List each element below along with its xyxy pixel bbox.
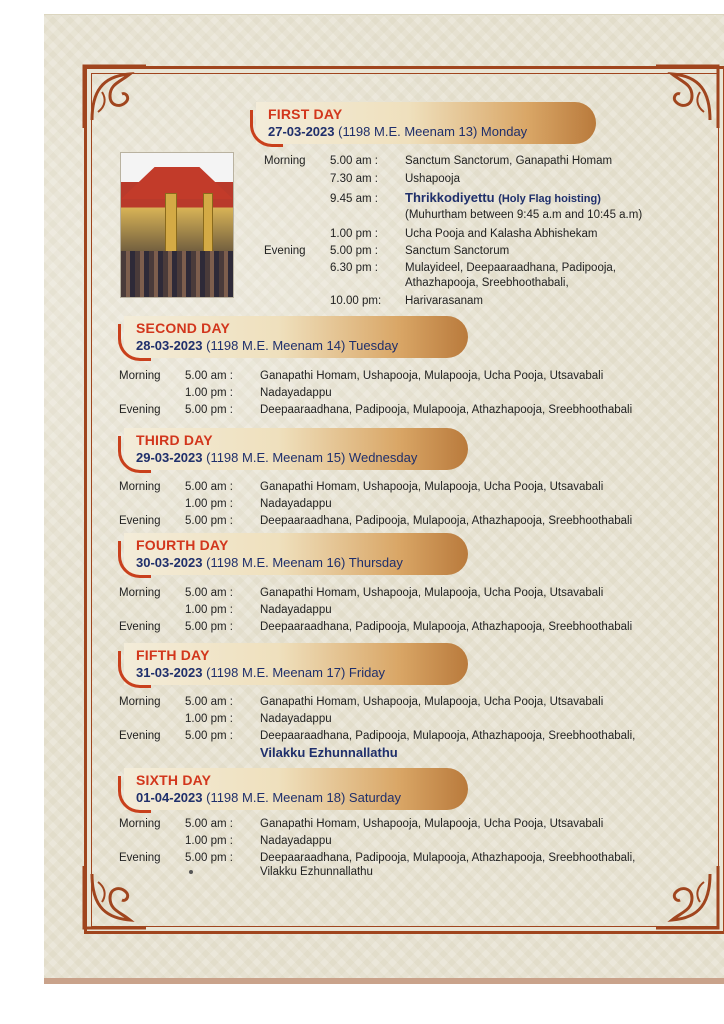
day-6-date: 01-04-2023 (1198 M.E. Meenam 18) Saturday <box>136 790 401 805</box>
day-3-period-morning: Morning <box>119 481 161 493</box>
day-2-desc: Ganapathi Homam, Ushapooja, Mulapooja, Ucha Pooja, Utsavabali <box>260 370 604 382</box>
day-6-desc: Nadayadappu <box>260 835 332 847</box>
day-1-desc: Sanctum Sanctorum, Ganapathi Homam <box>405 155 613 167</box>
paper-bottom-edge <box>44 978 724 984</box>
day-5-time: 5.00 am : <box>185 696 233 708</box>
day-3-desc: Ganapathi Homam, Ushapooja, Mulapooja, Ucha Pooja, Utsavabali <box>260 481 604 493</box>
day-2-desc: Deepaaraadhana, Padipooja, Mulapooja, Athazhapooja, Sreebhoothabali <box>260 404 633 416</box>
day-1-period-morning: Morning <box>264 155 306 167</box>
day-5-desc: Ganapathi Homam, Ushapooja, Mulapooja, Ucha Pooja, Utsavabali <box>260 696 604 708</box>
day-1-desc: Ucha Pooja and Kalasha Abhishekam <box>405 228 598 240</box>
day-1-title: FIRST DAY <box>268 106 343 122</box>
day-6-period-morning: Morning <box>119 818 161 830</box>
corner-ornament-bottom-left <box>80 862 150 932</box>
day-5-time: 1.00 pm : <box>185 713 233 725</box>
day-6-desc: Ganapathi Homam, Ushapooja, Mulapooja, Ucha Pooja, Utsavabali <box>260 818 604 830</box>
day-1-desc: Mulayideel, Deepaaraadhana, Padipooja, <box>405 262 616 274</box>
day-6-title: SIXTH DAY <box>136 772 212 788</box>
day-5-period-morning: Morning <box>119 696 161 708</box>
day-4-period-morning: Morning <box>119 587 161 599</box>
day-1-desc: Athazhapooja, Sreebhoothabali, <box>405 277 569 289</box>
day-1-time: 6.30 pm : <box>330 262 378 274</box>
day-2-time: 1.00 pm : <box>185 387 233 399</box>
day-1-time: 5.00 pm : <box>330 245 378 257</box>
day-4-period-evening: Evening <box>119 621 161 633</box>
day-1-desc: (Muhurtham between 9:45 a.m and 10:45 a.m) <box>405 209 643 221</box>
day-4-time: 1.00 pm : <box>185 604 233 616</box>
corner-ornament-bottom-right <box>652 862 722 932</box>
day-3-title: THIRD DAY <box>136 432 213 448</box>
day-5-desc: Nadayadappu <box>260 713 332 725</box>
day-6-time: 1.00 pm : <box>185 835 233 847</box>
day-3-date: 29-03-2023 (1198 M.E. Meenam 15) Wednesday <box>136 450 418 465</box>
day-1-flag-hoisting: Thrikkodiyettu (Holy Flag hoisting) <box>405 190 601 205</box>
day-4-desc: Deepaaraadhana, Padipooja, Mulapooja, Athazhapooja, Sreebhoothabali <box>260 621 633 633</box>
day-1-time: 1.00 pm : <box>330 228 378 240</box>
devotees-crowd <box>121 251 233 297</box>
day-2-date: 28-03-2023 (1198 M.E. Meenam 14) Tuesday <box>136 338 399 353</box>
day-1-desc: Sanctum Sanctorum <box>405 245 510 257</box>
day-1-time: 5.00 am : <box>330 155 378 167</box>
day-1-desc: Ushapooja <box>405 173 460 185</box>
day-4-date: 30-03-2023 (1198 M.E. Meenam 16) Thursday <box>136 555 403 570</box>
day-6-time: 5.00 pm : <box>185 852 233 864</box>
day-4-title: FOURTH DAY <box>136 537 229 553</box>
day-3-time: 5.00 am : <box>185 481 233 493</box>
day-5-title: FIFTH DAY <box>136 647 210 663</box>
day-1-time: 10.00 pm: <box>330 295 382 307</box>
day-6-time: 5.00 am : <box>185 818 233 830</box>
temple-photo <box>120 152 234 298</box>
day-4-time: 5.00 am : <box>185 587 233 599</box>
day-5-time: 5.00 pm : <box>185 730 233 742</box>
day-6-desc: Deepaaraadhana, Padipooja, Mulapooja, Athazhapooja, Sreebhoothabali, <box>260 852 636 864</box>
day-2-desc: Nadayadappu <box>260 387 332 399</box>
day-1-desc: Harivarasanam <box>405 295 483 307</box>
day-6-desc: Vilakku Ezhunnallathu <box>260 866 373 878</box>
day-5-desc: Deepaaraadhana, Padipooja, Mulapooja, Athazhapooja, Sreebhoothabali, <box>260 730 636 742</box>
day-4-time: 5.00 pm : <box>185 621 233 633</box>
day-2-period-morning: Morning <box>119 370 161 382</box>
day-2-period-evening: Evening <box>119 404 161 416</box>
day-3-desc: Nadayadappu <box>260 498 332 510</box>
day-3-desc: Deepaaraadhana, Padipooja, Mulapooja, Athazhapooja, Sreebhoothabali <box>260 515 633 527</box>
day-5-date: 31-03-2023 (1198 M.E. Meenam 17) Friday <box>136 665 386 680</box>
day-4-desc: Nadayadappu <box>260 604 332 616</box>
day-3-period-evening: Evening <box>119 515 161 527</box>
day-3-time: 5.00 pm : <box>185 515 233 527</box>
corner-ornament-top-left <box>80 62 150 132</box>
day-2-title: SECOND DAY <box>136 320 231 336</box>
day-2-time: 5.00 am : <box>185 370 233 382</box>
day-1-time: 7.30 am : <box>330 173 378 185</box>
day-4-desc: Ganapathi Homam, Ushapooja, Mulapooja, Ucha Pooja, Utsavabali <box>260 587 604 599</box>
day-5-vilakku-ezhunnallathu: Vilakku Ezhunnallathu <box>260 745 398 760</box>
speck <box>189 870 193 874</box>
temple-roof <box>121 167 233 199</box>
day-5-period-evening: Evening <box>119 730 161 742</box>
corner-ornament-top-right <box>652 62 722 132</box>
day-1-period-evening: Evening <box>264 245 306 257</box>
day-6-period-evening: Evening <box>119 852 161 864</box>
day-1-time: 9.45 am : <box>330 193 378 205</box>
day-1-date: 27-03-2023 (1198 M.E. Meenam 13) Monday <box>268 124 528 139</box>
day-2-time: 5.00 pm : <box>185 404 233 416</box>
day-3-time: 1.00 pm : <box>185 498 233 510</box>
